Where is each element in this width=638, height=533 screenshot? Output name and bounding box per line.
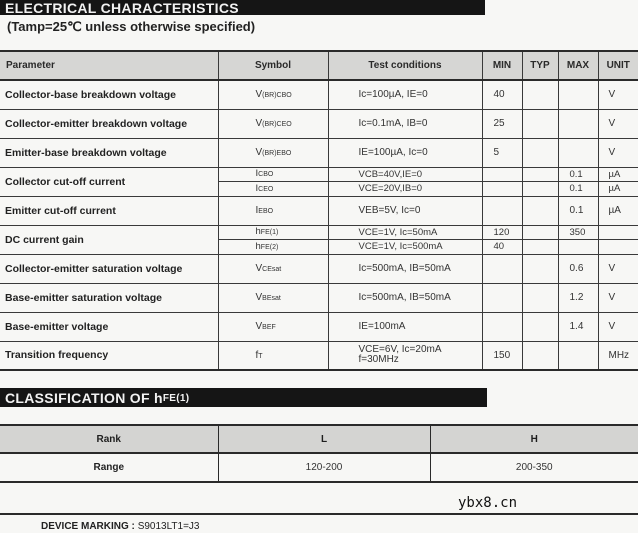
- conditions-cell: VCE=6V, Ic=20mA f=30MHz: [328, 341, 482, 370]
- table-row: [0, 283, 638, 312]
- typ-cell: [522, 240, 558, 255]
- max-cell: [558, 80, 598, 109]
- header-parameter: Parameter: [0, 51, 218, 80]
- min-cell: 120: [482, 225, 522, 240]
- conditions-cell: Ic=0.1mA, IB=0: [328, 109, 482, 138]
- max-cell: [558, 138, 598, 167]
- symbol-cell: VBEsat: [218, 283, 328, 312]
- table-row: [0, 109, 638, 138]
- min-cell: [482, 312, 522, 341]
- max-cell: 350: [558, 225, 598, 240]
- typ-cell: [522, 341, 558, 370]
- device-marking-value: S9013LT1=J3: [137, 521, 200, 532]
- parameter-cell: Collector-base breakdown voltage: [0, 80, 218, 109]
- unit-cell: V: [598, 254, 638, 283]
- header-symbol: Symbol: [218, 51, 328, 80]
- unit-cell: V: [598, 109, 638, 138]
- typ-cell: [522, 312, 558, 341]
- max-cell: 0.1: [558, 182, 598, 197]
- max-cell: [558, 341, 598, 370]
- rank-cell: L: [218, 425, 430, 453]
- rank-label: Rank: [0, 425, 218, 453]
- rank-cell: H: [430, 425, 638, 453]
- symbol-cell: ICBO: [218, 167, 328, 182]
- range-row: [0, 453, 638, 482]
- symbol-cell: fT: [218, 341, 328, 370]
- symbol-cell: V(BR)EBO: [218, 138, 328, 167]
- parameter-cell: Collector-emitter breakdown voltage: [0, 109, 218, 138]
- min-cell: [482, 283, 522, 312]
- unit-cell: µA: [598, 196, 638, 225]
- unit-cell: µA: [598, 182, 638, 197]
- unit-cell: V: [598, 283, 638, 312]
- table-row: [0, 225, 638, 240]
- typ-cell: [522, 182, 558, 197]
- parameter-cell: Emitter cut-off current: [0, 196, 218, 225]
- typ-cell: [522, 80, 558, 109]
- unit-cell: [598, 240, 638, 255]
- conditions-cell: VCE=1V, Ic=500mA: [328, 240, 482, 255]
- min-cell: [482, 254, 522, 283]
- min-cell: [482, 182, 522, 197]
- conditions-cell: VCB=40V,IE=0: [328, 167, 482, 182]
- typ-cell: [522, 138, 558, 167]
- divider: [0, 513, 638, 515]
- header-conditions: Test conditions: [328, 51, 482, 80]
- table-row: [0, 254, 638, 283]
- symbol-cell: hFE(2): [218, 240, 328, 255]
- table-row: [0, 312, 638, 341]
- symbol-cell: IEBO: [218, 196, 328, 225]
- conditions-cell: VCE=1V, Ic=50mA: [328, 225, 482, 240]
- unit-cell: V: [598, 312, 638, 341]
- watermark: ybx8.cn: [458, 495, 518, 511]
- header-typ: TYP: [522, 51, 558, 80]
- classification-title: [0, 388, 487, 407]
- conditions-cell: IE=100µA, Ic=0: [328, 138, 482, 167]
- symbol-cell: hFE(1): [218, 225, 328, 240]
- typ-cell: [522, 109, 558, 138]
- parameter-cell: Emitter-base breakdown voltage: [0, 138, 218, 167]
- table-header-row: [0, 51, 638, 80]
- typ-cell: [522, 283, 558, 312]
- typ-cell: [522, 254, 558, 283]
- unit-cell: µA: [598, 167, 638, 182]
- header-unit: UNIT: [598, 51, 638, 80]
- unit-cell: V: [598, 80, 638, 109]
- header-max: MAX: [558, 51, 598, 80]
- max-cell: [558, 240, 598, 255]
- electrical-characteristics-table: [0, 50, 638, 371]
- min-cell: 40: [482, 240, 522, 255]
- parameter-cell: Collector cut-off current: [0, 167, 218, 196]
- conditions-cell: Ic=500mA, IB=50mA: [328, 283, 482, 312]
- table-row: [0, 138, 638, 167]
- conditions-cell: VEB=5V, Ic=0: [328, 196, 482, 225]
- range-label: Range: [0, 453, 218, 482]
- header-min: MIN: [482, 51, 522, 80]
- symbol-cell: ICEO: [218, 182, 328, 197]
- conditions-cell: Ic=500mA, IB=50mA: [328, 254, 482, 283]
- conditions-cell: IE=100mA: [328, 312, 482, 341]
- typ-cell: [522, 167, 558, 182]
- rank-row: [0, 425, 638, 453]
- min-cell: [482, 196, 522, 225]
- hfe-classification-table: [0, 424, 638, 483]
- typ-cell: [522, 196, 558, 225]
- unit-cell: [598, 225, 638, 240]
- symbol-cell: VBEF: [218, 312, 328, 341]
- max-cell: 1.4: [558, 312, 598, 341]
- min-cell: 25: [482, 109, 522, 138]
- electrical-characteristics-title: [0, 0, 485, 15]
- min-cell: 5: [482, 138, 522, 167]
- range-cell: 120-200: [218, 453, 430, 482]
- symbol-cell: VCEsat: [218, 254, 328, 283]
- symbol-cell: V(BR)CEO: [218, 109, 328, 138]
- conditions-cell: Ic=100µA, IE=0: [328, 80, 482, 109]
- typ-cell: [522, 225, 558, 240]
- conditions-subtitle: (Tamp=25℃ unless otherwise specified): [7, 19, 256, 34]
- section-title-subscript: FE(1): [162, 393, 190, 404]
- min-cell: [482, 167, 522, 182]
- device-marking-label: DEVICE MARKING :: [41, 521, 135, 532]
- parameter-cell: Base-emitter saturation voltage: [0, 283, 218, 312]
- max-cell: 0.6: [558, 254, 598, 283]
- parameter-cell: Transition frequency: [0, 341, 218, 370]
- max-cell: 1.2: [558, 283, 598, 312]
- max-cell: 0.1: [558, 167, 598, 182]
- min-cell: 150: [482, 341, 522, 370]
- range-cell: 200-350: [430, 453, 638, 482]
- table-row: [0, 167, 638, 182]
- section-title-text: CLASSIFICATION OF h: [5, 389, 163, 406]
- unit-cell: V: [598, 138, 638, 167]
- parameter-cell: Base-emitter voltage: [0, 312, 218, 341]
- symbol-cell: V(BR)CBO: [218, 80, 328, 109]
- parameter-cell: Collector-emitter saturation voltage: [0, 254, 218, 283]
- unit-cell: MHz: [598, 341, 638, 370]
- min-cell: 40: [482, 80, 522, 109]
- table-row: [0, 80, 638, 109]
- section-title-text: ELECTRICAL CHARACTERISTICS: [5, 0, 239, 16]
- conditions-cell: VCE=20V,IB=0: [328, 182, 482, 197]
- parameter-cell: DC current gain: [0, 225, 218, 254]
- table-row: [0, 341, 638, 370]
- table-row: [0, 196, 638, 225]
- max-cell: [558, 109, 598, 138]
- device-marking: [41, 521, 200, 532]
- max-cell: 0.1: [558, 196, 598, 225]
